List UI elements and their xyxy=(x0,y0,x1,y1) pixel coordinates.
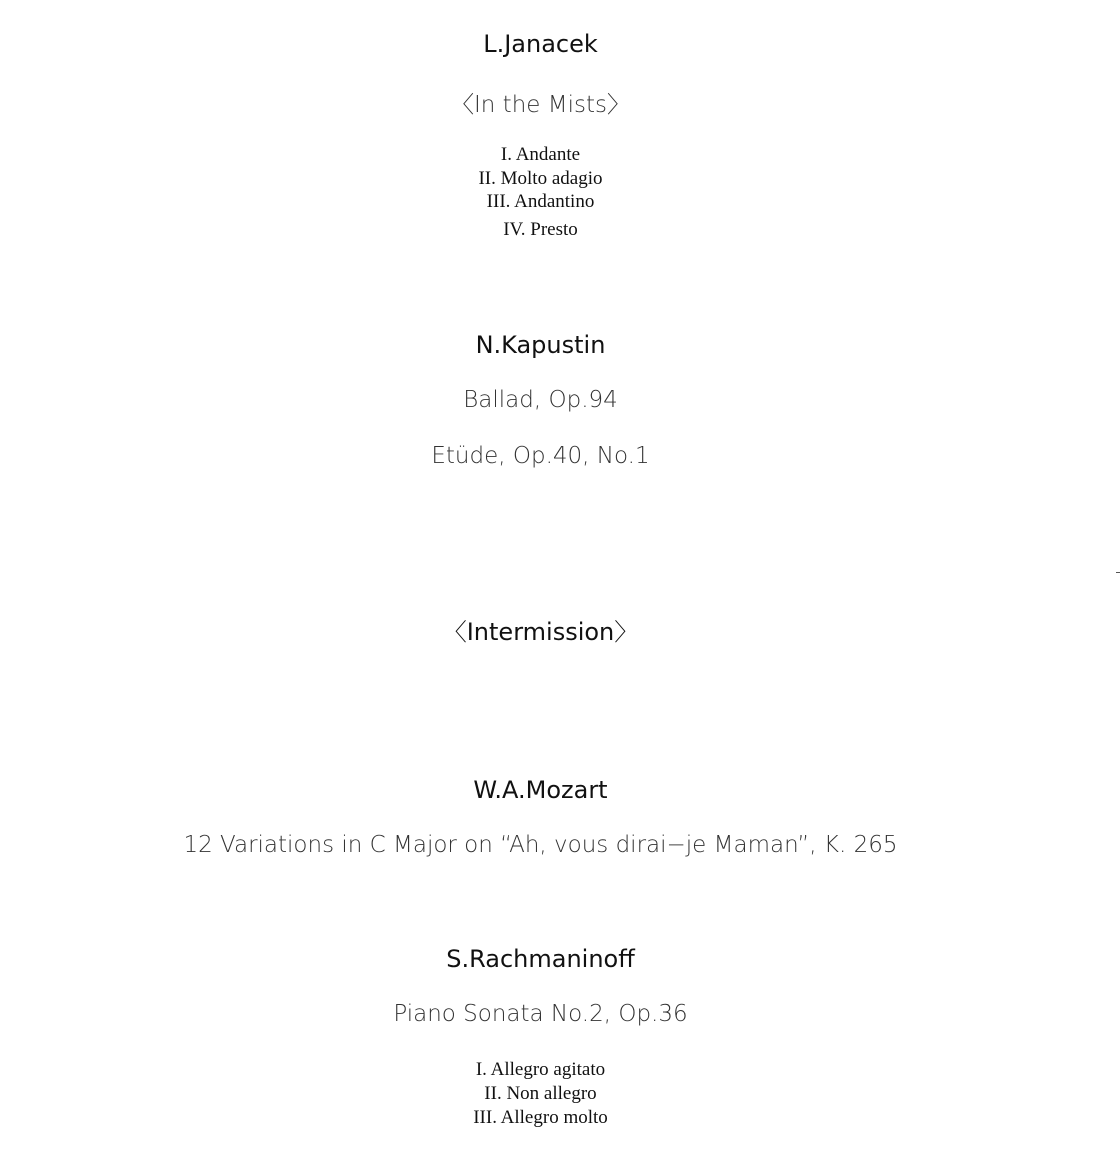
work-etude: Etüde, Op.40, No.1 xyxy=(431,443,650,469)
work-in-the-mists: 〈In the Mists〉 xyxy=(451,92,630,118)
movement-janacek-2: II. Molto adagio xyxy=(478,168,603,189)
work-piano-sonata-2: Piano Sonata No.2, Op.36 xyxy=(393,1001,688,1027)
movement-janacek-4: IV. Presto xyxy=(503,219,578,240)
movement-rachmaninoff-1: I. Allegro agitato xyxy=(475,1059,606,1080)
composer-mozart: W.A.Mozart xyxy=(473,776,608,804)
work-mozart-variations: 12 Variations in C Major on “Ah, vous dirai−je Maman”, K. 265 xyxy=(183,832,898,858)
composer-janacek: L.Janacek xyxy=(483,30,598,58)
composer-rachmaninoff: S.Rachmaninoff xyxy=(446,945,635,973)
movement-janacek-3: III. Andantino xyxy=(486,191,595,212)
work-ballad: Ballad, Op.94 xyxy=(463,387,618,413)
composer-kapustin: N.Kapustin xyxy=(475,331,606,359)
movement-rachmaninoff-3: III. Allegro molto xyxy=(473,1107,608,1128)
edge-mark xyxy=(1116,572,1120,573)
intermission-label: 〈Intermission〉 xyxy=(442,618,639,646)
movement-rachmaninoff-2: II. Non allegro xyxy=(484,1083,597,1104)
movement-janacek-1: I. Andante xyxy=(500,144,581,165)
